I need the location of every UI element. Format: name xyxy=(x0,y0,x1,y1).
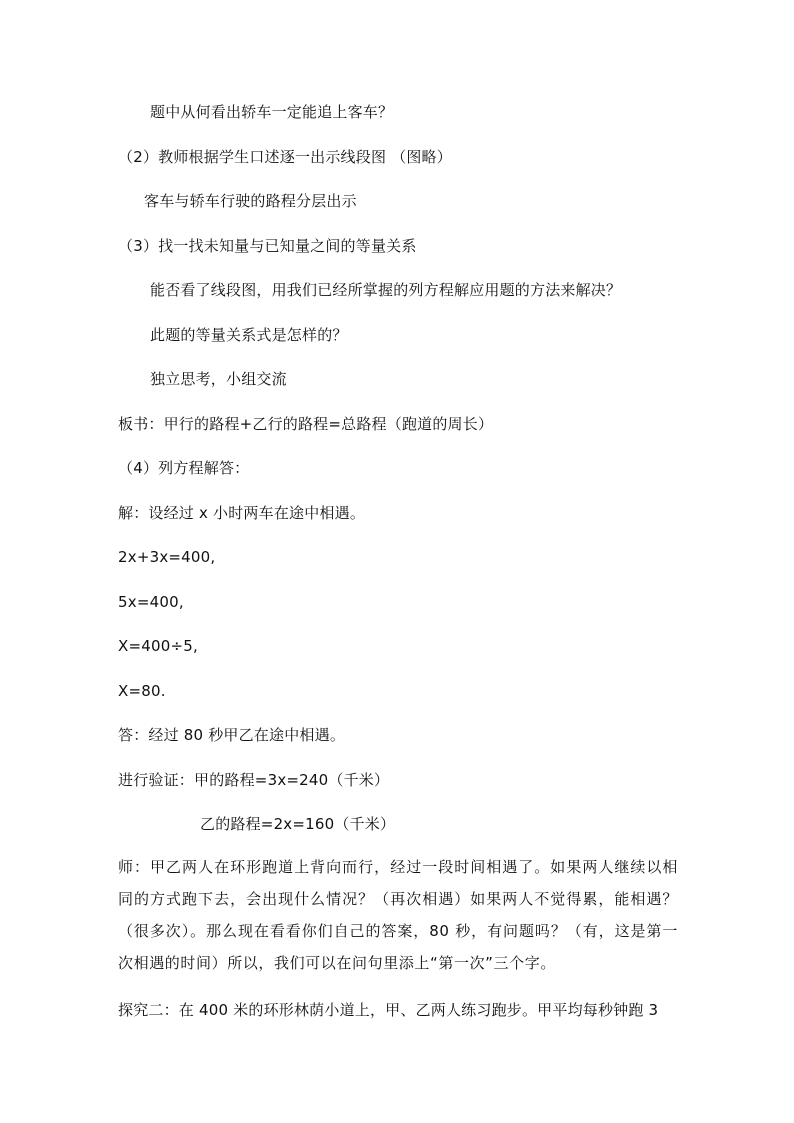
equation-question-line: 此题的等量关系式是怎样的？ xyxy=(150,326,348,344)
question-line: 题中从何看出轿车一定能追上客车？ xyxy=(150,103,394,121)
step-2-line: （2）教师根据学生口述逐一出示线段图 （图略） xyxy=(118,148,452,166)
step-3-line: （3）找一找未知量与已知量之间的等量关系 xyxy=(118,237,417,255)
verification-line-2: 乙的路程=2x=160（千米） xyxy=(200,815,396,833)
answer-line: 答：经过 80 秒甲乙在途中相遇。 xyxy=(118,726,346,744)
discussion-line: 独立思考，小组交流 xyxy=(150,370,287,388)
equation-line-1: 2x+3x=400, xyxy=(118,548,216,566)
method-question-line: 能否看了线段图，用我们已经所掌握的列方程解应用题的方法来解决？ xyxy=(150,281,622,299)
verification-line-1: 进行验证：甲的路程=3x=240（千米） xyxy=(118,771,390,789)
step-4-line: （4）列方程解答： xyxy=(118,459,250,477)
solution-setup-line: 解：设经过 x 小时两车在途中相遇。 xyxy=(118,504,366,522)
board-writing-line: 板书：甲行的路程+乙行的路程=总路程（跑道的周长） xyxy=(118,415,494,433)
teacher-paragraph: 师：甲乙两人在环形跑道上背向而行，经过一段时间相遇了。如果两人继续以相同的方式跑下去，会出现什么情况？（再次相遇）如果两人不觉得累，能相遇？（很多次）。那么现在看看你们自己的答案，80 秒，有问题吗？（有，这是第一次相遇的时间）所以，我们可以在问句里添上“第一次”三个字。 xyxy=(118,858,678,972)
equation-line-3: X=400÷5, xyxy=(118,637,198,655)
explore-two-line: 探究二：在 400 米的环形林荫小道上，甲、乙两人练习跑步。甲平均每秒钟跑 3 xyxy=(118,1001,659,1019)
equation-line-4: X=80. xyxy=(118,682,166,700)
equation-line-2: 5x=400, xyxy=(118,593,184,611)
segment-display-line: 客车与轿车行驶的路程分层出示 xyxy=(144,192,357,210)
